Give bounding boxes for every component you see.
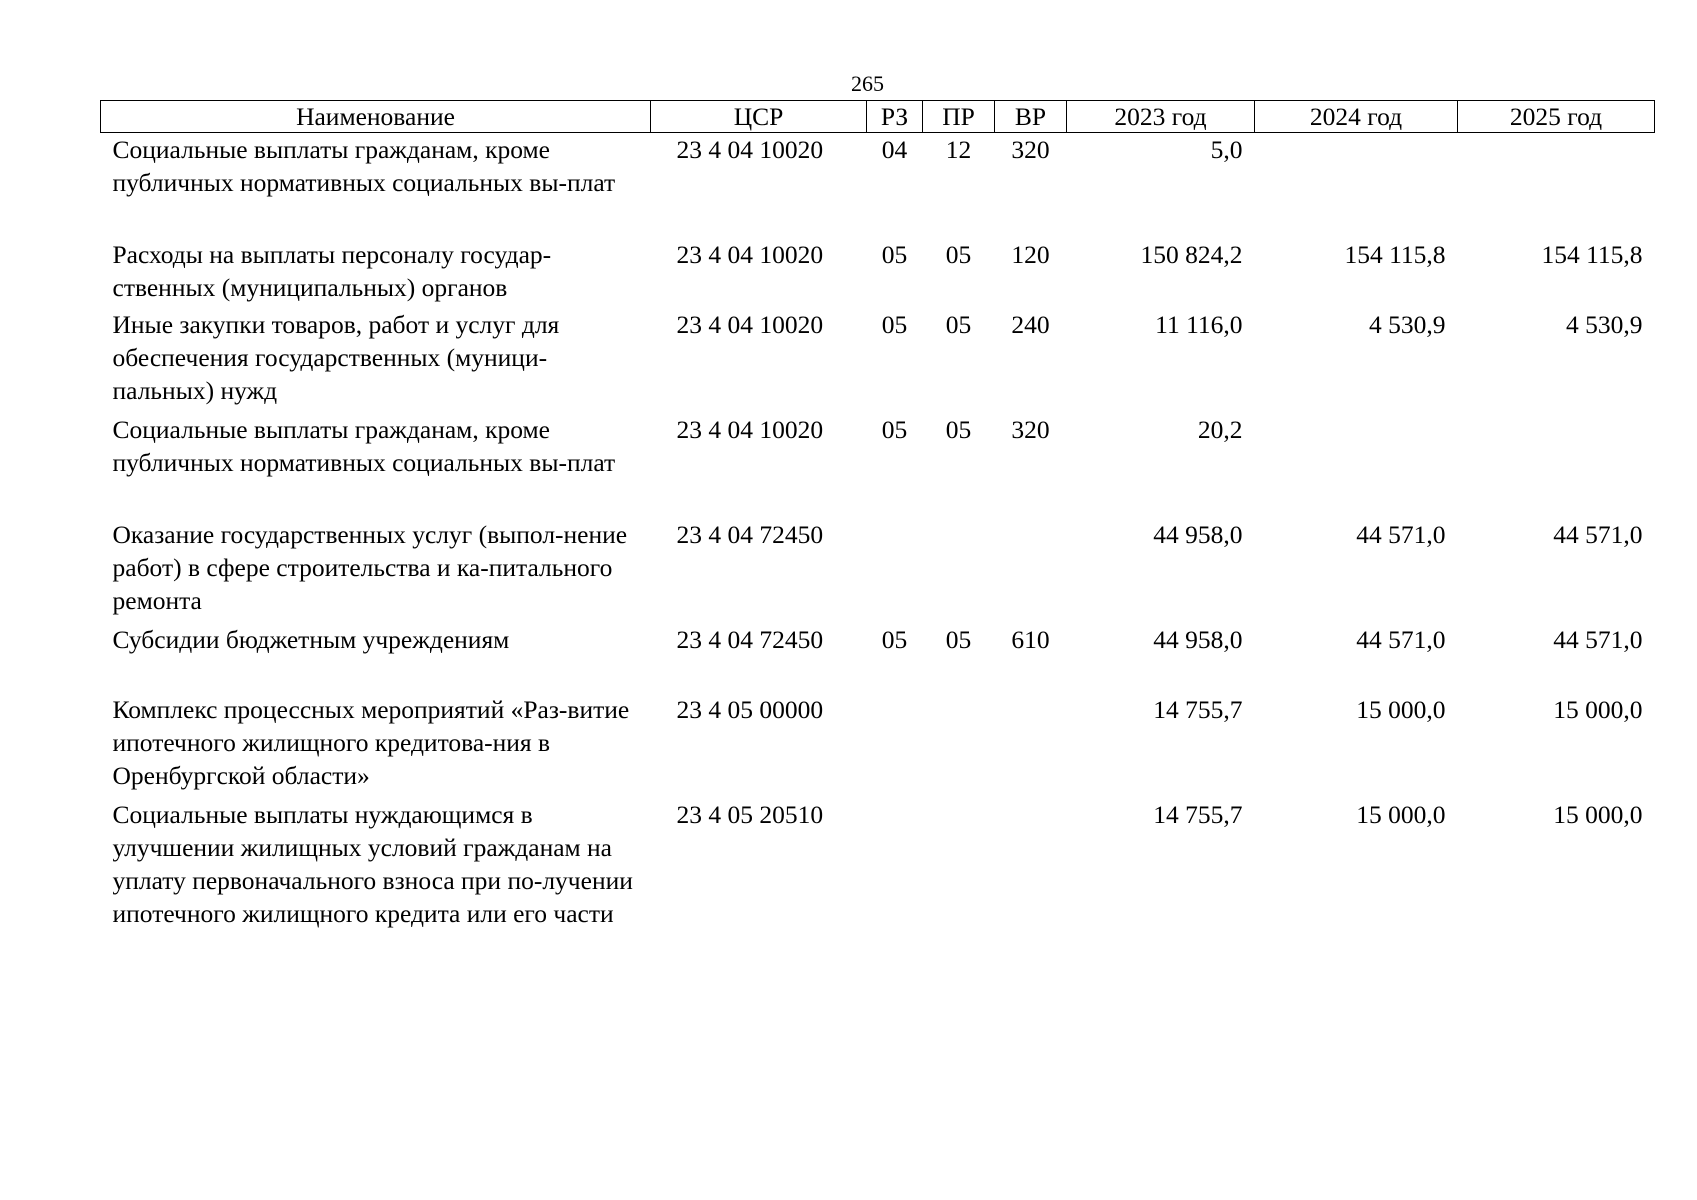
cell-2023: 150 824,2 <box>1140 239 1243 269</box>
cell-vr: 120 <box>1011 239 1050 269</box>
cell-pr: 05 <box>945 414 972 444</box>
cell-name: Социальные выплаты гражданам, кроме публичных нормативных социальных вы-плат <box>112 414 616 477</box>
cell-vr: 240 <box>1011 309 1050 339</box>
cell-rz <box>867 798 923 968</box>
cell-csr: 23 4 05 00000 <box>676 694 824 724</box>
cell-csr: 23 4 04 72450 <box>676 519 824 549</box>
cell-2024: 44 571,0 <box>1356 519 1446 549</box>
cell-csr: 23 4 04 10020 <box>676 414 824 444</box>
cell-2023: 11 116,0 <box>1155 309 1243 339</box>
cell-rz: 04 <box>881 135 908 164</box>
table-row <box>101 413 1655 518</box>
cell-2023: 44 958,0 <box>1153 624 1243 654</box>
table-row <box>101 238 1655 308</box>
cell-pr <box>923 798 995 968</box>
cell-2024 <box>1255 133 1458 238</box>
cell-2025: 15 000,0 <box>1553 799 1643 829</box>
table-row <box>101 308 1655 413</box>
cell-name: Субсидии бюджетным учреждениям <box>112 624 510 654</box>
cell-vr: 320 <box>1011 135 1050 164</box>
cell-pr: 05 <box>945 239 972 269</box>
cell-pr: 05 <box>945 624 972 654</box>
cell-name: Комплекс процессных мероприятий «Раз-витие ипотечного жилищного кредитова-ния в Оренбургской области» <box>112 694 630 790</box>
cell-vr <box>995 798 1067 968</box>
header-rz: РЗ <box>867 101 923 133</box>
cell-2025: 44 571,0 <box>1553 519 1643 549</box>
table-header-row <box>101 101 1655 133</box>
cell-name: Социальные выплаты нуждающимся в улучшении жилищных условий гражданам на уплату первоначального взноса при по-лучении ипотечного жилищного кредита или его части <box>112 799 633 928</box>
cell-name: Расходы на выплаты персоналу государ-ственных (муниципальных) органов <box>112 239 552 302</box>
table-row <box>101 693 1655 798</box>
table-row <box>101 518 1655 623</box>
cell-2023: 20,2 <box>1197 414 1243 444</box>
cell-pr <box>923 518 995 623</box>
cell-rz <box>867 693 923 798</box>
cell-2024 <box>1255 413 1458 518</box>
cell-2025: 4 530,9 <box>1566 309 1643 339</box>
table-row <box>101 798 1655 968</box>
cell-2025 <box>1458 413 1655 518</box>
cell-2024: 15 000,0 <box>1356 694 1446 724</box>
cell-2023: 5,0 <box>1210 135 1243 164</box>
table-row <box>101 623 1655 693</box>
cell-2024: 15 000,0 <box>1356 799 1446 829</box>
cell-name: Социальные выплаты гражданам, кроме публичных нормативных социальных вы-плат <box>112 135 616 197</box>
cell-rz: 05 <box>881 414 908 444</box>
cell-2024: 154 115,8 <box>1344 239 1446 269</box>
cell-2024: 4 530,9 <box>1369 309 1446 339</box>
cell-rz: 05 <box>881 239 908 269</box>
header-2023: 2023 год <box>1067 101 1255 133</box>
header-2025: 2025 год <box>1458 101 1655 133</box>
cell-pr <box>923 693 995 798</box>
table-row <box>101 133 1655 238</box>
page-number: 265 <box>851 71 884 96</box>
cell-csr: 23 4 04 10020 <box>676 309 824 339</box>
cell-csr: 23 4 04 10020 <box>676 135 824 164</box>
cell-vr: 320 <box>1011 414 1050 444</box>
cell-pr: 05 <box>945 309 972 339</box>
header-vr: ВР <box>995 101 1067 133</box>
cell-vr: 610 <box>1011 624 1050 654</box>
cell-2025 <box>1458 133 1655 238</box>
cell-csr: 23 4 04 72450 <box>676 624 824 654</box>
cell-2025: 154 115,8 <box>1541 239 1643 269</box>
cell-csr: 23 4 05 20510 <box>676 799 824 829</box>
cell-pr: 12 <box>945 135 972 164</box>
cell-rz <box>867 518 923 623</box>
cell-2023: 14 755,7 <box>1153 799 1243 829</box>
cell-csr: 23 4 04 10020 <box>676 239 824 269</box>
header-2024: 2024 год <box>1255 101 1458 133</box>
cell-rz: 05 <box>881 624 908 654</box>
header-name: Наименование <box>101 101 651 133</box>
header-csr: ЦСР <box>651 101 867 133</box>
cell-name: Оказание государственных услуг (выпол-нение работ) в сфере строительства и ка-питального ремонта <box>112 519 628 615</box>
cell-2025: 15 000,0 <box>1553 694 1643 724</box>
cell-2023: 44 958,0 <box>1153 519 1243 549</box>
cell-vr <box>995 518 1067 623</box>
cell-2025: 44 571,0 <box>1553 624 1643 654</box>
budget-table <box>100 100 1655 968</box>
cell-rz: 05 <box>881 309 908 339</box>
header-pr: ПР <box>923 101 995 133</box>
cell-vr <box>995 693 1067 798</box>
cell-2024: 44 571,0 <box>1356 624 1446 654</box>
cell-2023: 14 755,7 <box>1153 694 1243 724</box>
cell-name: Иные закупки товаров, работ и услуг для обеспечения государственных (муници-пальных) нужд <box>112 309 560 405</box>
